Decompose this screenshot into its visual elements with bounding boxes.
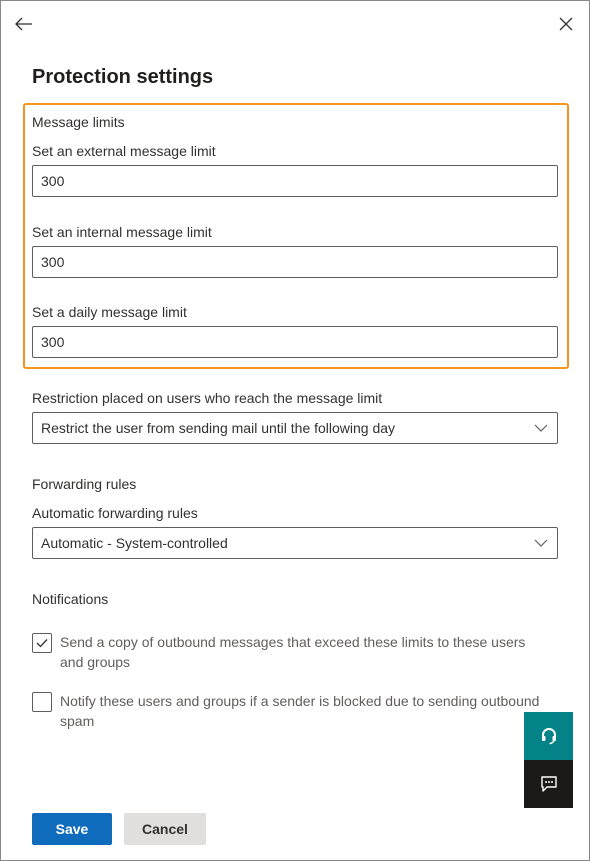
- back-button[interactable]: [12, 12, 36, 36]
- restriction-dropdown[interactable]: [32, 412, 558, 444]
- page-title: Protection settings: [32, 66, 214, 88]
- save-button[interactable]: Save: [32, 813, 112, 845]
- internal-limit-label: Set an internal message limit: [32, 224, 212, 240]
- notify-blocked-option[interactable]: [32, 691, 552, 731]
- arrow-left-icon: [15, 17, 33, 31]
- forwarding-value: Automatic - System-controlled: [41, 535, 228, 551]
- feedback-icon: [540, 775, 558, 793]
- headset-icon: [540, 727, 558, 745]
- internal-limit-input[interactable]: [32, 246, 558, 278]
- restriction-value: Restrict the user from sending mail until the following day: [41, 420, 396, 436]
- close-icon: [559, 17, 573, 31]
- cancel-button[interactable]: Cancel: [124, 813, 206, 845]
- restriction-label: Restriction placed on users who reach the message limit: [32, 390, 383, 406]
- notify-blocked-checkbox[interactable]: [32, 692, 52, 712]
- chevron-down-icon: [533, 420, 549, 436]
- forwarding-label: Automatic forwarding rules: [32, 505, 198, 521]
- chevron-down-icon: [533, 535, 549, 551]
- notify-blocked-label: Notify these users and groups if a sender is blocked due to sending outbound spam: [60, 693, 540, 729]
- close-button[interactable]: [554, 12, 578, 36]
- notifications-heading: Notifications: [32, 591, 109, 607]
- checkmark-icon: [36, 638, 48, 648]
- notify-copy-checkbox[interactable]: [32, 633, 52, 653]
- forwarding-dropdown[interactable]: [32, 527, 558, 559]
- daily-limit-label: Set a daily message limit: [32, 304, 187, 320]
- help-button[interactable]: [524, 712, 573, 760]
- external-limit-label: Set an external message limit: [32, 143, 216, 159]
- notify-copy-label: Send a copy of outbound messages that exceed these limits to these users and groups: [60, 634, 526, 670]
- feedback-button[interactable]: [524, 760, 573, 808]
- external-limit-input[interactable]: [32, 165, 558, 197]
- forwarding-heading: Forwarding rules: [32, 476, 137, 492]
- daily-limit-input[interactable]: [32, 326, 558, 358]
- notify-copy-option[interactable]: [32, 632, 552, 672]
- message-limits-heading: Message limits: [32, 114, 125, 130]
